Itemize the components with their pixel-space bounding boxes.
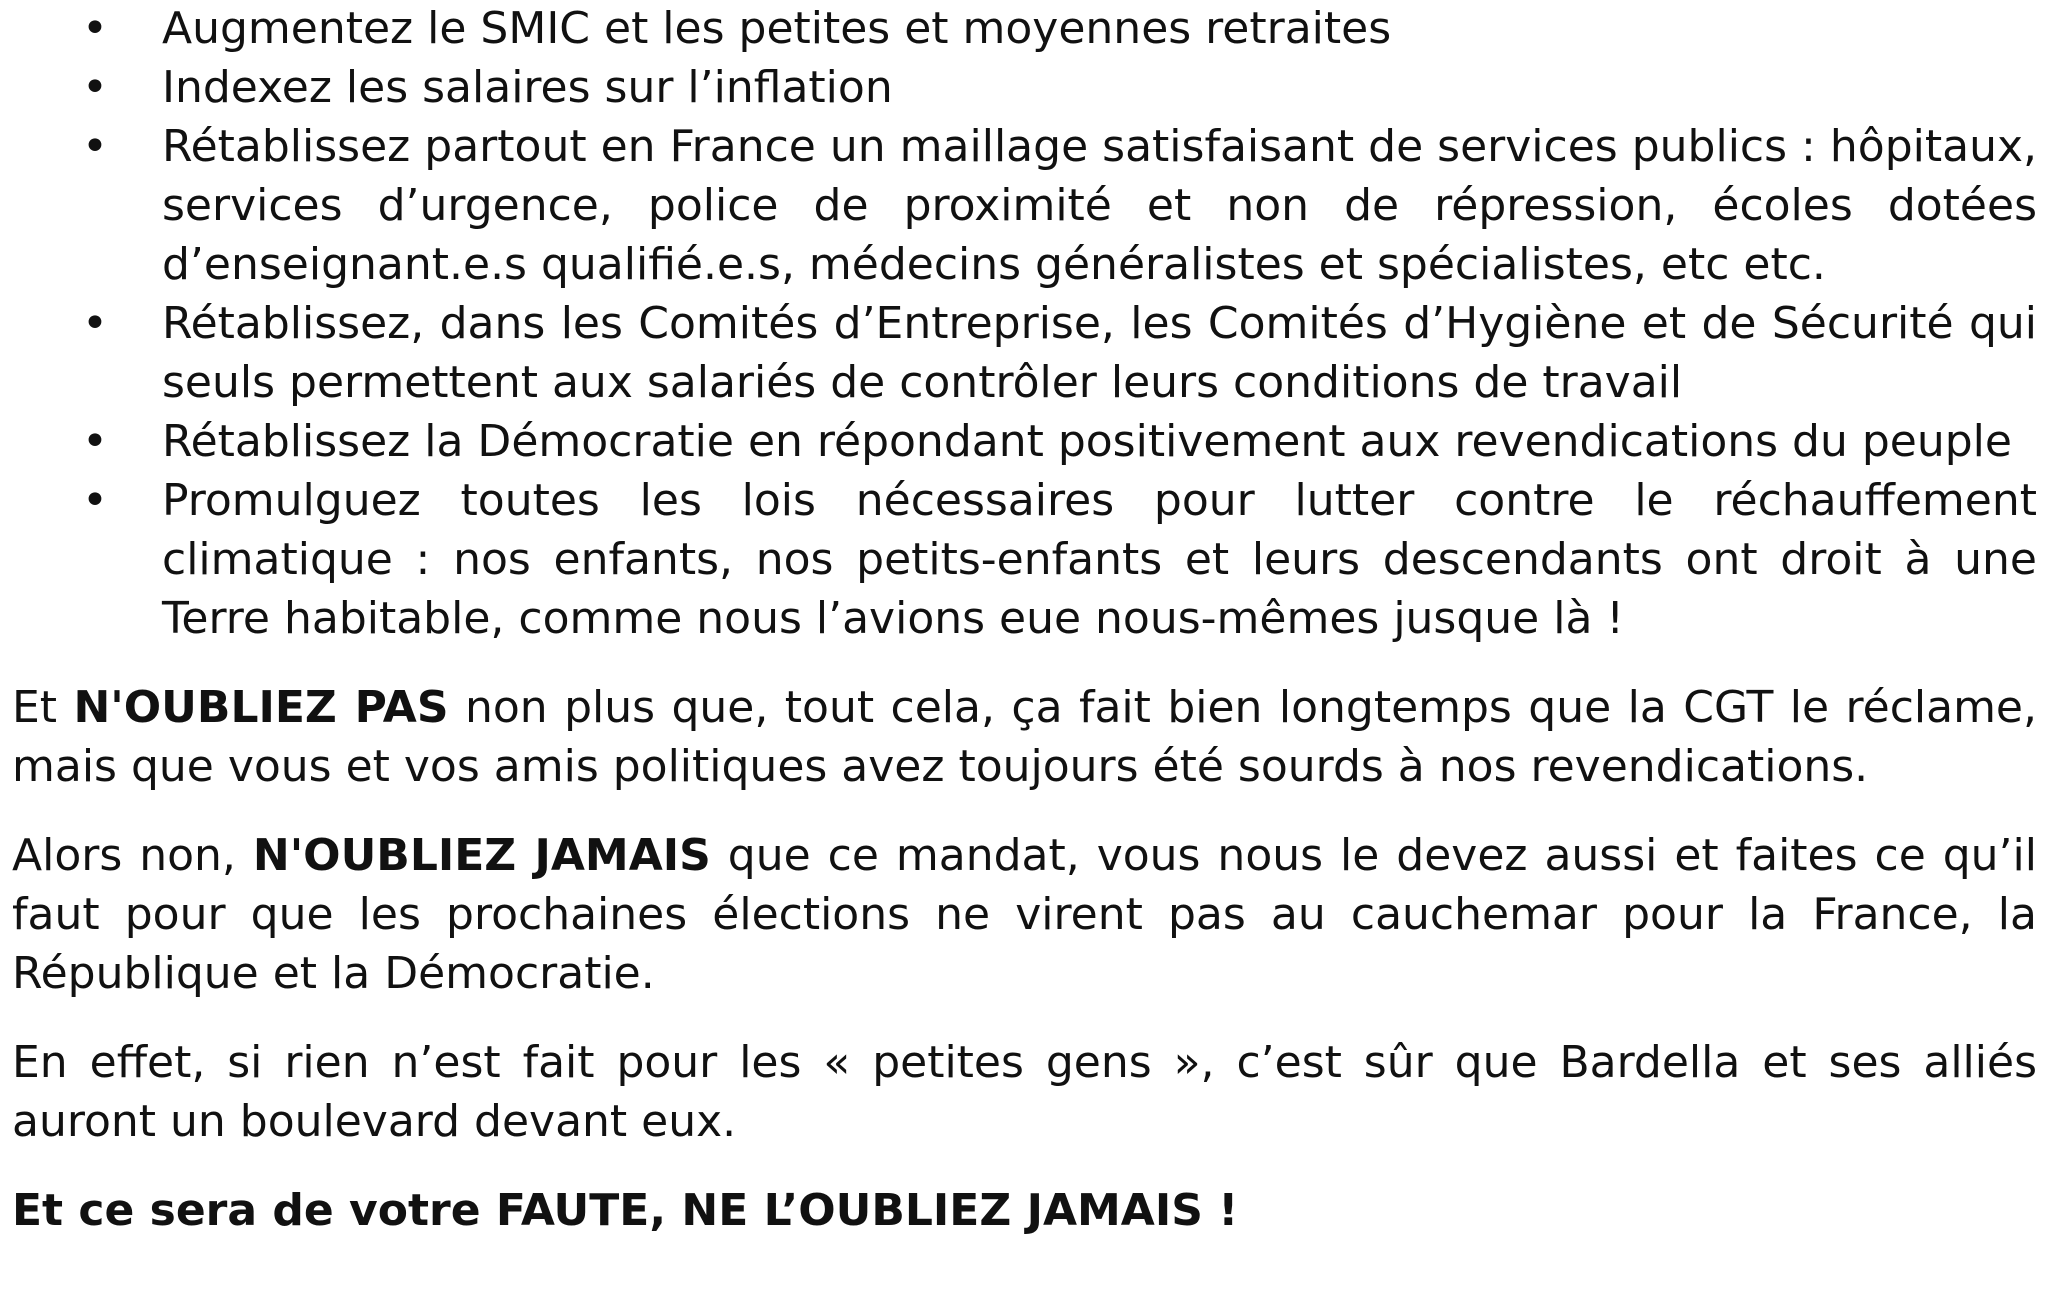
bullet-icon: • xyxy=(82,298,108,349)
paragraph-cgt-demands xyxy=(12,678,2037,796)
emphasis-text: Et ce sera de votre FAUTE, NE L’OUBLIEZ JAMAIS ! xyxy=(12,1185,1239,1236)
paragraph-mandate xyxy=(12,826,2037,1003)
paragraph-text: non plus que, tout cela, ça fait bien longtemps que la CGT le réclame, mais que vous et vos amis politiques avez toujours été sourds à nos revendications. xyxy=(12,682,2037,792)
list-item xyxy=(12,294,2037,412)
paragraph-text: que ce mandat, vous nous le devez aussi et faites ce qu’il faut pour que les prochaines élections ne virent pas au cauchemar pour la France, la République et la Démocratie. xyxy=(12,830,2037,999)
list-item-text: Augmentez le SMIC et les petites et moyennes retraites xyxy=(162,3,1392,54)
list-item xyxy=(12,471,2037,648)
bullet-icon: • xyxy=(82,121,108,172)
list-item-text: Rétablissez, dans les Comités d’Entreprise, les Comités d’Hygiène et de Sécurité qui seuls permettent aux salariés de contrôler leurs conditions de travail xyxy=(162,298,2037,408)
document-body xyxy=(12,0,2037,1240)
list-item-text: Promulguez toutes les lois nécessaires pour lutter contre le réchauffement climatique : nos enfants, nos petits-enfants et leurs descendants ont droit à une Terre habitable, comme nous l’avions eue nous-mêmes jusque là ! xyxy=(162,475,2037,644)
list-item xyxy=(12,117,2037,294)
demands-list xyxy=(12,0,2037,648)
paragraph-warning: En effet, si rien n’est fait pour les « petites gens », c’est sûr que Bardella et ses alliés auront un boulevard devant eux. xyxy=(12,1037,2037,1147)
bullet-icon: • xyxy=(82,475,108,526)
list-item-text: Rétablissez partout en France un maillage satisfaisant de services publics : hôpitaux, services d’urgence, police de proximité et non de répression, écoles dotées d’enseignant.e.s qualifié.e.s, médecins généralistes et spécialistes, etc etc. xyxy=(162,121,2037,290)
closing-statement xyxy=(12,1181,2037,1240)
list-item xyxy=(12,58,2037,117)
list-item xyxy=(12,412,2037,471)
list-item-text: Indexez les salaires sur l’inflation xyxy=(162,62,893,113)
list-item xyxy=(12,0,2037,58)
emphasis-text: N'OUBLIEZ PAS xyxy=(73,682,449,733)
emphasis-text: N'OUBLIEZ JAMAIS xyxy=(252,830,711,881)
bullet-icon: • xyxy=(82,62,108,113)
list-item-text: Rétablissez la Démocratie en répondant positivement aux revendications du peuple xyxy=(162,416,2012,467)
paragraph-text: Et xyxy=(12,682,74,733)
bullet-icon: • xyxy=(82,416,108,467)
bullet-icon: • xyxy=(82,3,108,54)
paragraph-text: Alors non, xyxy=(12,830,253,881)
